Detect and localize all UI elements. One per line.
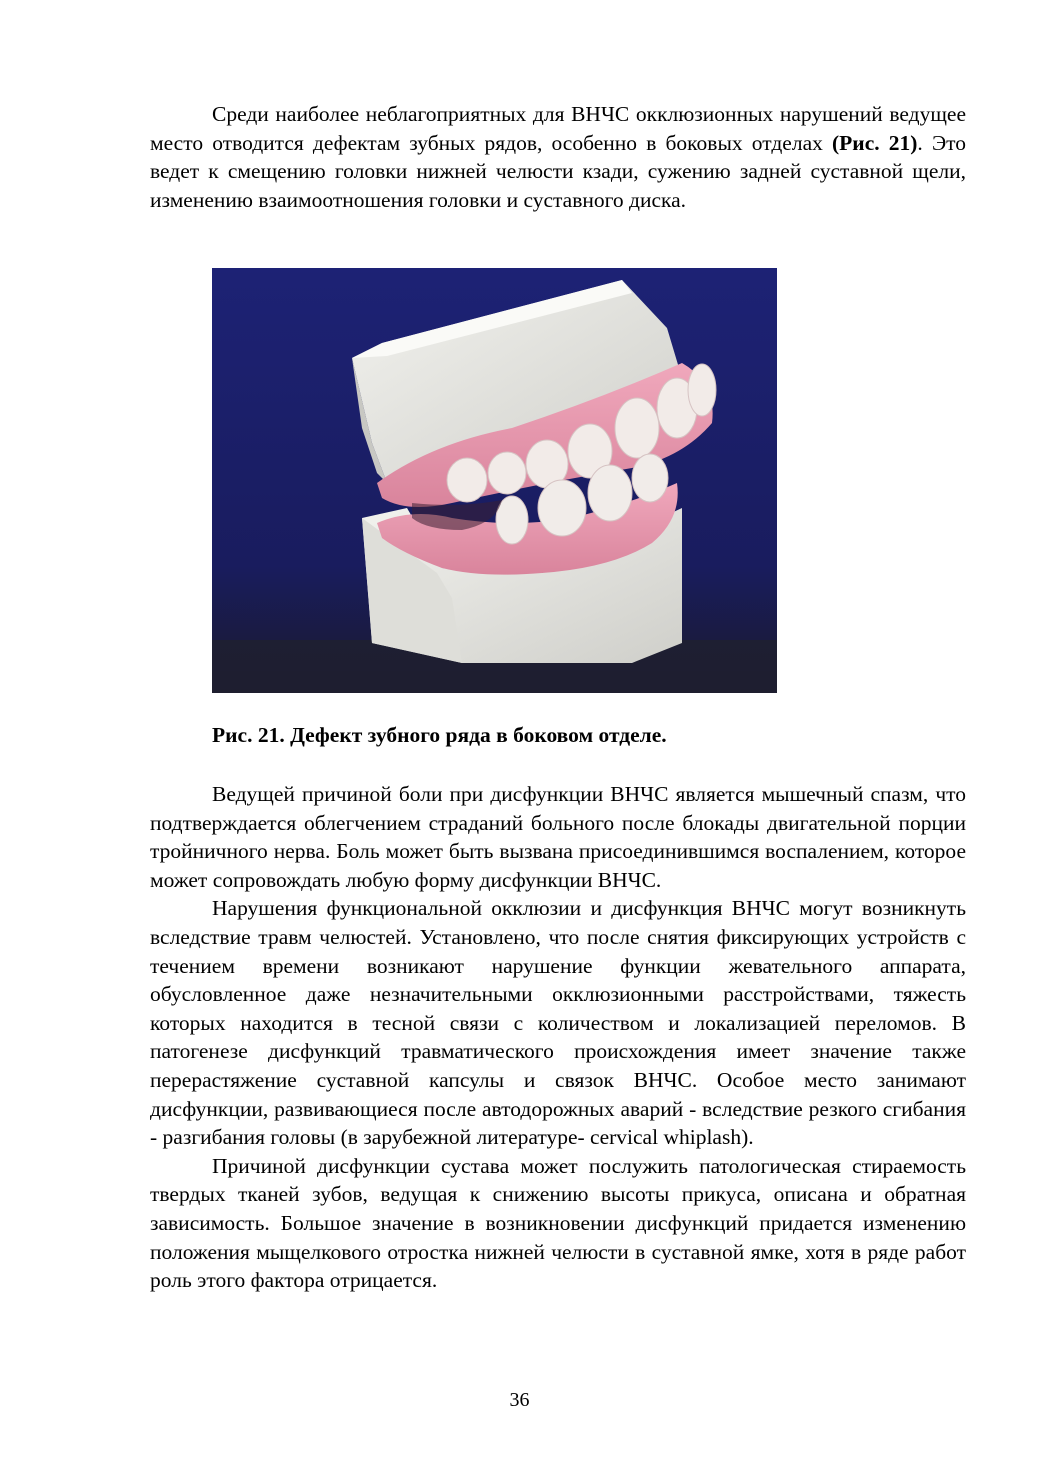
paragraph-abrasion: Причиной дисфункции сустава может послужить патологическая стираемость твердых тканей зубов, ведущая к снижению высоты прикуса, описана и обратная зависимость. Большое значение в возникновении дисфункций придается изменению положения мыщелкового отростка нижней челюсти в суставной ямке, хотя в ряде работ роль этого фактора отрицается. xyxy=(150,1153,966,1293)
paragraph-trauma: Нарушения функциональной окклюзии и дисфункция ВНЧС могут возникнуть вследствие травм челюстей. Установлено, что после снятия фиксирующих устройств с течением времени возникают нарушение функции жевательного аппарата, обусловленное даже незначительными окклюзионными расстройствами, тяжесть которых находится в тесной связи с количеством и локализацией переломов. В патогенезе дисфункций травматического происхождения имеет значение также перерастяжение суставной капсулы и связок ВНЧС. Особое место занимают дисфункции, развивающиеся после автодорожных аварий - вследствие резкого сгибания - разгибания головы (в зарубежной литературе- cervical whiplash). xyxy=(150,896,966,1150)
paragraph-intro-text: Среди наиболее неблагоприятных для ВНЧС окклюзионных нарушений ведущее место отводится дефектам зубных рядов, особенно в боковых отделах xyxy=(150,102,966,155)
intro-section xyxy=(150,100,966,214)
paragraph-intro xyxy=(150,100,966,214)
dental-model-photo xyxy=(212,268,777,693)
figure-reference: (Рис. 21) xyxy=(832,130,918,155)
figure-photo xyxy=(212,268,777,693)
body-section xyxy=(150,780,966,1295)
paragraph-intro-text-end: . Это ведет к смещению головки нижней челюсти кзади, сужению задней суставной щели, изменению взаимоотношения головки и суставного диска. xyxy=(150,130,966,212)
paragraph-pain-cause: Ведущей причиной боли при дисфункции ВНЧС является мышечный спазм, что подтверждается облегчением страданий больного после блокады двигательной порции тройничного нерва. Боль может быть вызвана присоединившимся воспалением, которое может сопровождать любую форму дисфункции ВНЧС. xyxy=(150,782,966,892)
figure-caption: Рис. 21. Дефект зубного ряда в боковом отделе. xyxy=(212,723,667,747)
page-number: 36 xyxy=(509,1389,530,1411)
